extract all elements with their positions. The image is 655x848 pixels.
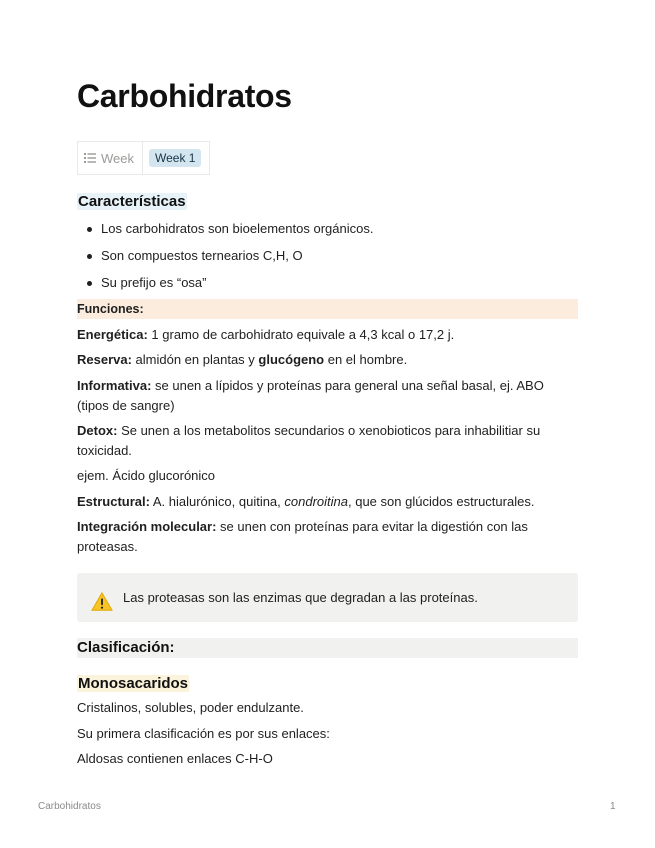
clasificacion-heading: Clasificación:	[77, 638, 578, 658]
estructural-paragraph: Estructural: A. hialurónico, quitina, condroitina, que son glúcidos estructurales.	[77, 494, 535, 509]
property-value[interactable]	[143, 142, 209, 174]
property-name	[78, 142, 143, 174]
list-item: Los carbohidratos son bioelementos orgánicos.	[77, 219, 578, 246]
ejemplo-paragraph: ejem. Ácido glucorónico	[77, 468, 216, 483]
property-row	[77, 141, 210, 175]
informativa-paragraph: Informativa: se unen a lípidos y proteínas para general una señal basal, ej. ABO (tipos de sangre)	[77, 378, 544, 413]
monosacaridos-heading: Monosacaridos	[78, 675, 189, 692]
energetica-paragraph: Energética: 1 gramo de carbohidrato equivale a 4,3 kcal o 17,2 j.	[77, 327, 455, 342]
monosacaridos-line: Su primera clasificación es por sus enlaces:	[77, 726, 330, 741]
caracteristicas-heading: Características	[78, 193, 186, 210]
week-tag: Week 1	[149, 149, 201, 167]
detox-paragraph: Detox: Se unen a los metabolitos secundarios o xenobioticos para inhabilitiar su toxicidad.	[77, 423, 541, 458]
property-name-label: Week	[101, 150, 134, 166]
list-item: Su prefijo es “osa”	[77, 273, 578, 300]
warning-icon	[91, 591, 113, 613]
footer-doc-title: Carbohidratos	[38, 801, 101, 812]
list-item: Son compuestos ternearios C,H, O	[77, 246, 578, 273]
reserva-paragraph: Reserva: almidón en plantas y glucógeno en el hombre.	[77, 352, 408, 367]
funciones-heading: Funciones:	[77, 299, 578, 319]
list-icon	[84, 153, 96, 163]
callout	[77, 573, 578, 622]
caracteristicas-list	[77, 219, 578, 300]
monosacaridos-line: Cristalinos, solubles, poder endulzante.	[77, 700, 304, 715]
integracion-paragraph: Integración molecular: se unen con proteínas para evitar la digestión con las proteasas.	[77, 519, 528, 554]
page-title: Carbohidratos	[77, 78, 292, 114]
footer-page-number: 1	[610, 801, 616, 812]
callout-text: Las proteasas son las enzimas que degradan a las proteínas.	[123, 590, 478, 605]
monosacaridos-line: Aldosas contienen enlaces C-H-O	[77, 751, 273, 766]
